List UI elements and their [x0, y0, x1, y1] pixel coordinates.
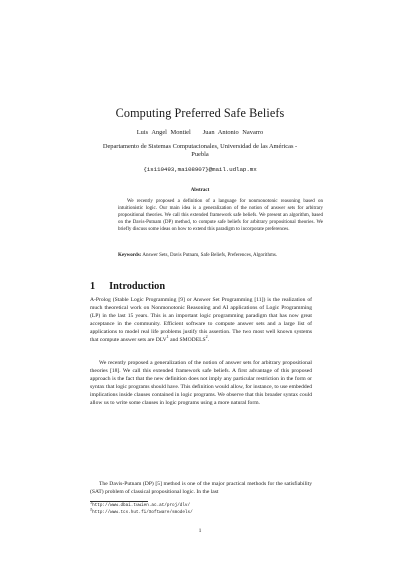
footnote-mark: 2 — [90, 508, 93, 513]
author-name: Luis Angel Montiel — [136, 129, 191, 136]
keywords-text: Answer Sets, Davis Putnam, Safe Beliefs, Preferences, Algorithms. — [142, 253, 278, 258]
footnote-marker: 1 — [166, 333, 169, 339]
footnote — [90, 510, 193, 515]
author-name: Juan Antonio Navarro — [202, 129, 264, 136]
paper-title: Computing Preferred Safe Beliefs — [115, 106, 285, 120]
keywords-label: Keywords: — [118, 253, 142, 258]
paragraph-text: and SMODELS — [168, 336, 206, 343]
author-list — [0, 129, 400, 136]
footnote — [90, 503, 190, 508]
paragraph-text: . — [207, 336, 210, 343]
author-email: {is110493,ma108907}@mail.udlap.mx — [143, 166, 257, 173]
keywords-line — [118, 252, 323, 259]
footnote-rule — [90, 501, 148, 502]
section-heading — [90, 281, 165, 292]
footnote-url[interactable]: http://www.tcs.hut.fi/Software/smodels/ — [92, 510, 193, 515]
page-number: 1 — [198, 528, 202, 534]
footnote-marker: 2 — [205, 333, 208, 339]
section-title: Introduction — [109, 281, 166, 292]
footnote-mark: 1 — [90, 501, 93, 506]
abstract-text: We recently proposed a definition of a language for nonmonotonic reasoning based on intuitionistic logic. Our main idea is a generalization of the notion of answer sets for arbitrary propositional theories. We call this extended framework safe beliefs. We present an algorithm, based on the Davis-Putnam (DP) method, to compute safe beliefs for arbitrary propositional theories. We briefly discuss some ideas on how to extend this paradigm to incorporate preferences. — [118, 199, 323, 233]
paragraph: The Davis-Putnam (DP) [5] method is one of the major practical methods for the satisfiability (SAT) problem of classical propositional logic. In the last — [90, 481, 312, 495]
section-number: 1 — [90, 281, 96, 292]
abstract-heading: Abstract — [190, 188, 210, 193]
paragraph: We recently proposed a generalization of the notion of answer sets for arbitrary propositional theories [18]. We call this extended framework safe beliefs. A first advantage of this proposed approach is the fact that the new definition does not imply any particular restriction in the form or syntax that logic programs should have. This definition would allow, for instance, to use embedded implications inside clauses contained in logic programs. We observe that this broader syntax could allow us to write some clauses in logic programs using a more natural form. — [90, 360, 312, 406]
paragraph — [90, 297, 312, 344]
footnote-url[interactable]: http://www.dbai.tuwien.ac.at/proj/dlv/ — [92, 503, 191, 508]
paragraph-text: A-Prolog (Stable Logic Programming [9] or Answer Set Programming [11]) is the realization of much theoretical work on Nonmonotonic Reasoning and AI applications of Logic Programming (LP) in the last 15 years. This is an important logic programming paradigm that has now great acceptance in the community. Efficient software to compute answer sets and a large list of applications to model real life problems justify this assertion. The two most well known systems that compute answer sets are DLV — [90, 297, 312, 343]
affiliation: Departamento de Sistemas Computacionales, Universidad de las Américas - Puebla — [102, 143, 298, 158]
